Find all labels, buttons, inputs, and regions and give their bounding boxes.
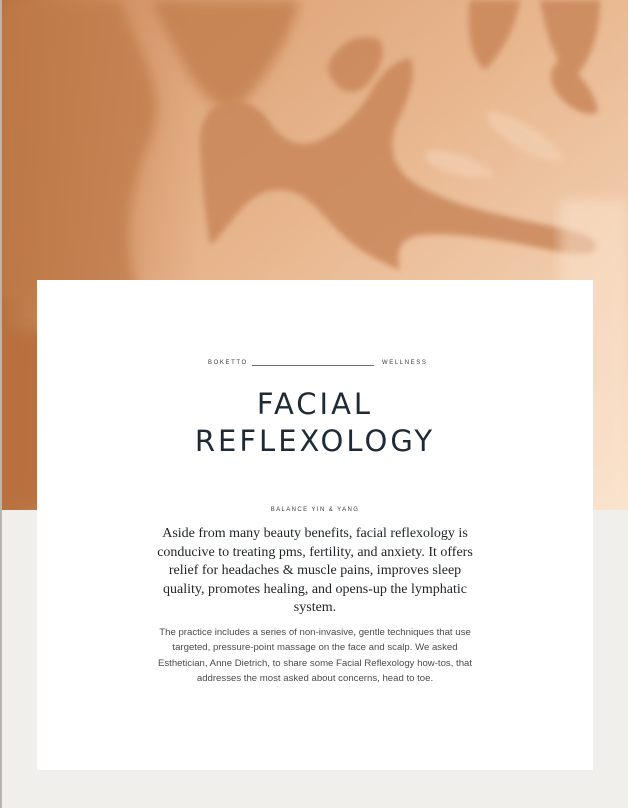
kicker-brand: BOKETTO — [208, 360, 248, 366]
article-card — [37, 280, 593, 770]
title-line-1: FACIAL — [256, 387, 374, 421]
lead-paragraph: Aside from many beauty benefits, facial reflexology is conducive to treating pms, fertility, and anxiety. It offers relief for headaches & muscle pains, improves sleep quality, promotes healing, and opens-up the lymphatic system. — [157, 526, 473, 615]
article-title — [37, 386, 593, 460]
article-subtitle: BALANCE YIN & YANG — [270, 507, 360, 513]
kicker-divider — [252, 365, 374, 366]
kicker-section: WELLNESS — [382, 360, 428, 366]
kicker-row — [37, 360, 593, 370]
body-paragraph: The practice includes a series of non-invasive, gentle techniques that use targeted, pressure-point massage on the face and scalp. We asked Esthetician, Anne Dietrich, to share some Facial Reflexology how-tos, that addresses the most asked about concerns, head to toe. — [157, 627, 473, 684]
page-edge-divider — [0, 0, 2, 808]
title-line-2: REFLEXOLOGY — [194, 424, 436, 458]
